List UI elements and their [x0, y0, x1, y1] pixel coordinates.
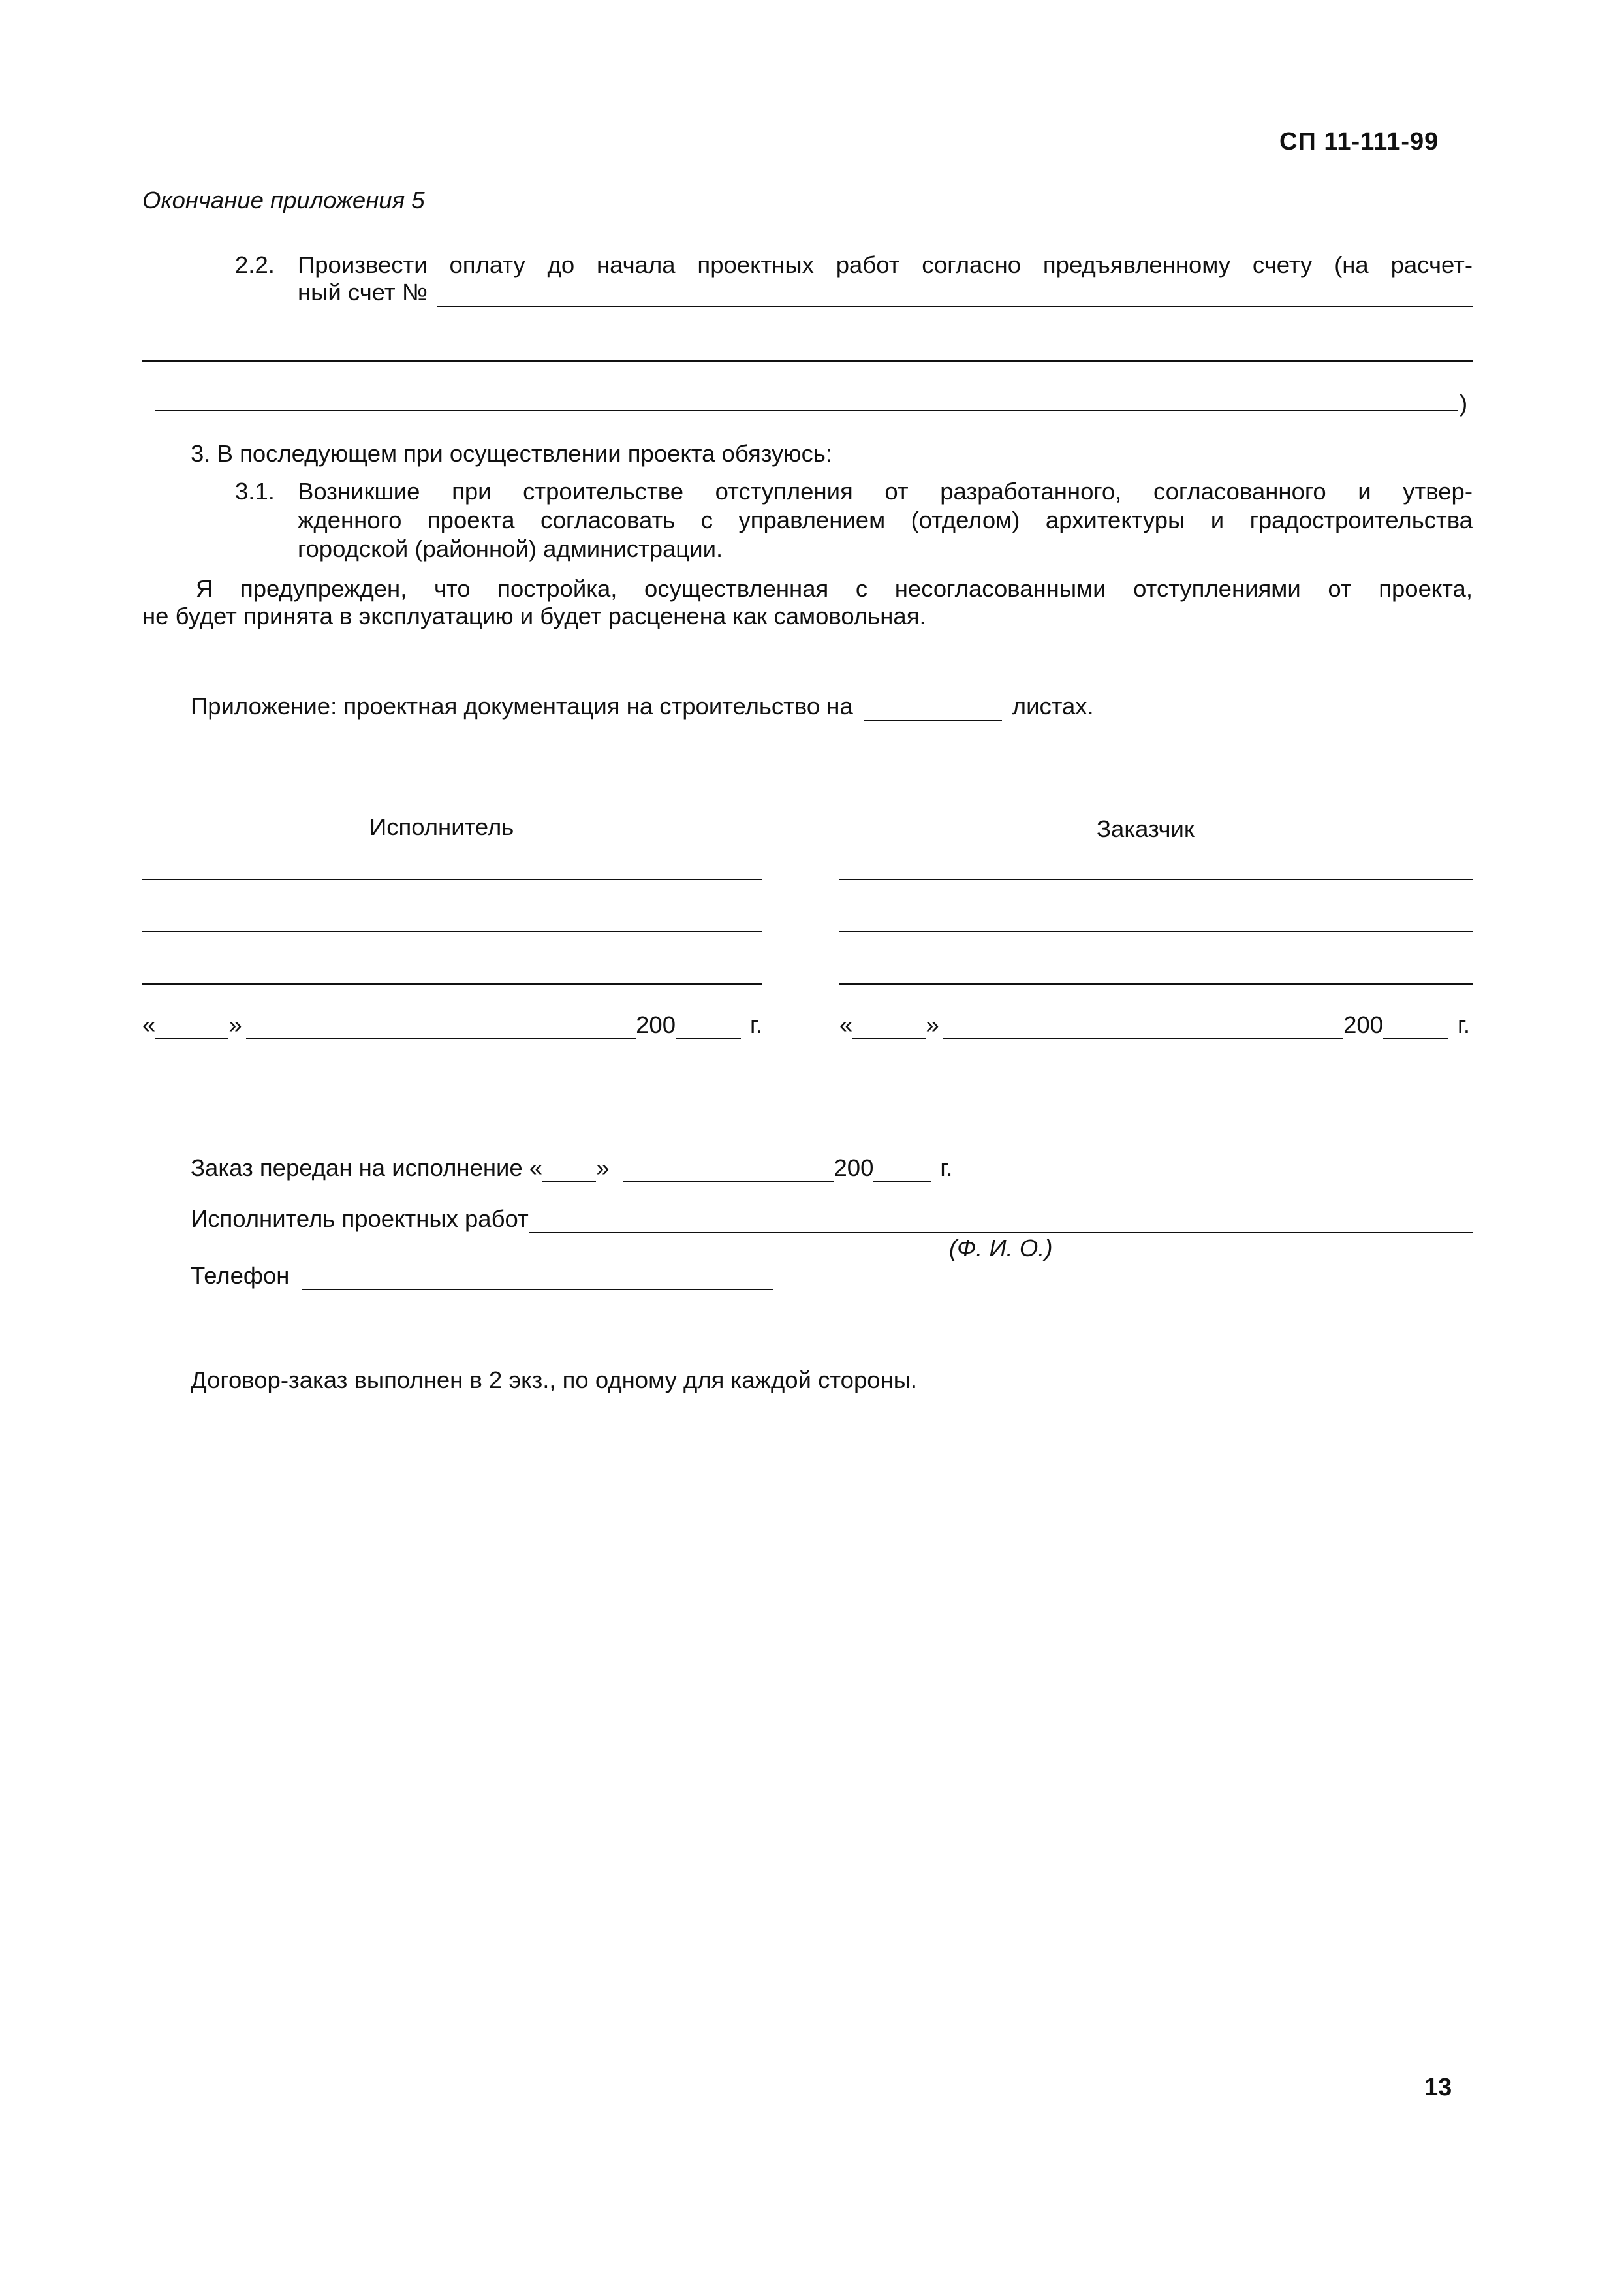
order-year-suffix: г. [940, 1154, 953, 1181]
account-number-row [298, 278, 1473, 307]
executor-sign-line-3[interactable] [142, 983, 762, 985]
item-3-1-line-3: городской (районной) администрации. [298, 535, 723, 562]
executor-year-field[interactable] [676, 1015, 741, 1039]
executor-sign-line-1[interactable] [142, 879, 762, 880]
executor-day-field[interactable] [155, 1015, 228, 1039]
copies-note: Договор-заказ выполнен в 2 экз., по одному для каждой стороны. [191, 1367, 918, 1393]
page-number: 13 [1424, 2074, 1452, 2101]
order-day-field[interactable] [542, 1158, 596, 1182]
executor-date-open-quote: « [142, 1011, 156, 1038]
phone-field[interactable] [302, 1265, 773, 1290]
order-transferred-prefix: Заказ передан на исполнение « [191, 1154, 543, 1181]
attachment-row [191, 692, 1094, 721]
document-number: СП 11-111-99 [1279, 128, 1439, 155]
customer-date-open-quote: « [839, 1011, 853, 1038]
fio-caption: (Ф. И. О.) [949, 1235, 1053, 1261]
customer-day-field[interactable] [852, 1015, 926, 1039]
customer-year-field[interactable] [1383, 1015, 1448, 1039]
item-2-2-line-1: Произвести оплату до начала проектных работ согласно предъявленному счету (на расчет- [298, 251, 1473, 278]
item-3-text: 3. В последующем при осуществлении проекта обязуюсь: [191, 440, 833, 467]
warning-line-2: не будет принята в эксплуатацию и будет расценена как самовольная. [142, 603, 926, 629]
executor-year-suffix: г. [750, 1011, 762, 1038]
account-number-field[interactable] [437, 282, 1473, 307]
customer-label: Заказчик [1097, 815, 1195, 842]
executor-date-close-quote: » [228, 1011, 242, 1038]
executor-month-field[interactable] [246, 1015, 636, 1039]
executor-year-prefix: 200 [636, 1011, 676, 1038]
design-executor-field[interactable] [529, 1209, 1473, 1233]
order-close-quote: » [596, 1154, 610, 1181]
order-transferred-row [191, 1154, 952, 1182]
customer-sign-line-2[interactable] [839, 931, 1473, 932]
item-3-1-number: 3.1. [235, 478, 275, 505]
closing-paren: ) [1460, 390, 1468, 417]
appendix-ending-caption: Окончание приложения 5 [142, 187, 425, 213]
item-3-1-line-1: Возникшие при строительстве отступления от разработанного, согласованного и утвер- [298, 478, 1473, 505]
phone-row [191, 1261, 773, 1290]
item-2-2-number: 2.2. [235, 251, 275, 278]
attachment-prefix: Приложение: проектная документация на строительство на [191, 693, 853, 720]
item-2-2-line-2: ный счет № [298, 279, 428, 306]
executor-label: Исполнитель [369, 814, 514, 840]
executor-sign-line-2[interactable] [142, 931, 762, 932]
order-year-field[interactable] [873, 1158, 931, 1182]
sheets-count-field[interactable] [864, 696, 1002, 721]
account-blank-line-2[interactable] [155, 410, 1458, 411]
customer-year-suffix: г. [1458, 1011, 1470, 1038]
attachment-suffix: листах. [1012, 693, 1094, 720]
executor-date-row [142, 1011, 762, 1039]
order-year-prefix: 200 [834, 1154, 874, 1181]
design-executor-label: Исполнитель проектных работ [191, 1205, 529, 1232]
customer-sign-line-1[interactable] [839, 879, 1473, 880]
customer-month-field[interactable] [943, 1015, 1343, 1039]
customer-date-close-quote: » [926, 1011, 939, 1038]
customer-date-row [839, 1011, 1470, 1039]
phone-label: Телефон [191, 1262, 290, 1289]
customer-sign-line-3[interactable] [839, 983, 1473, 985]
item-3-1-line-2: жденного проекта согласовать с управлением (отделом) архитектуры и градостроительства [298, 507, 1473, 533]
design-executor-row [191, 1205, 1473, 1233]
warning-line-1: Я предупрежден, что постройка, осуществленная с несогласованными отступлениями от проекта, [196, 575, 1473, 602]
account-blank-line-1[interactable] [142, 360, 1473, 362]
customer-year-prefix: 200 [1343, 1011, 1383, 1038]
order-month-field[interactable] [623, 1158, 834, 1182]
